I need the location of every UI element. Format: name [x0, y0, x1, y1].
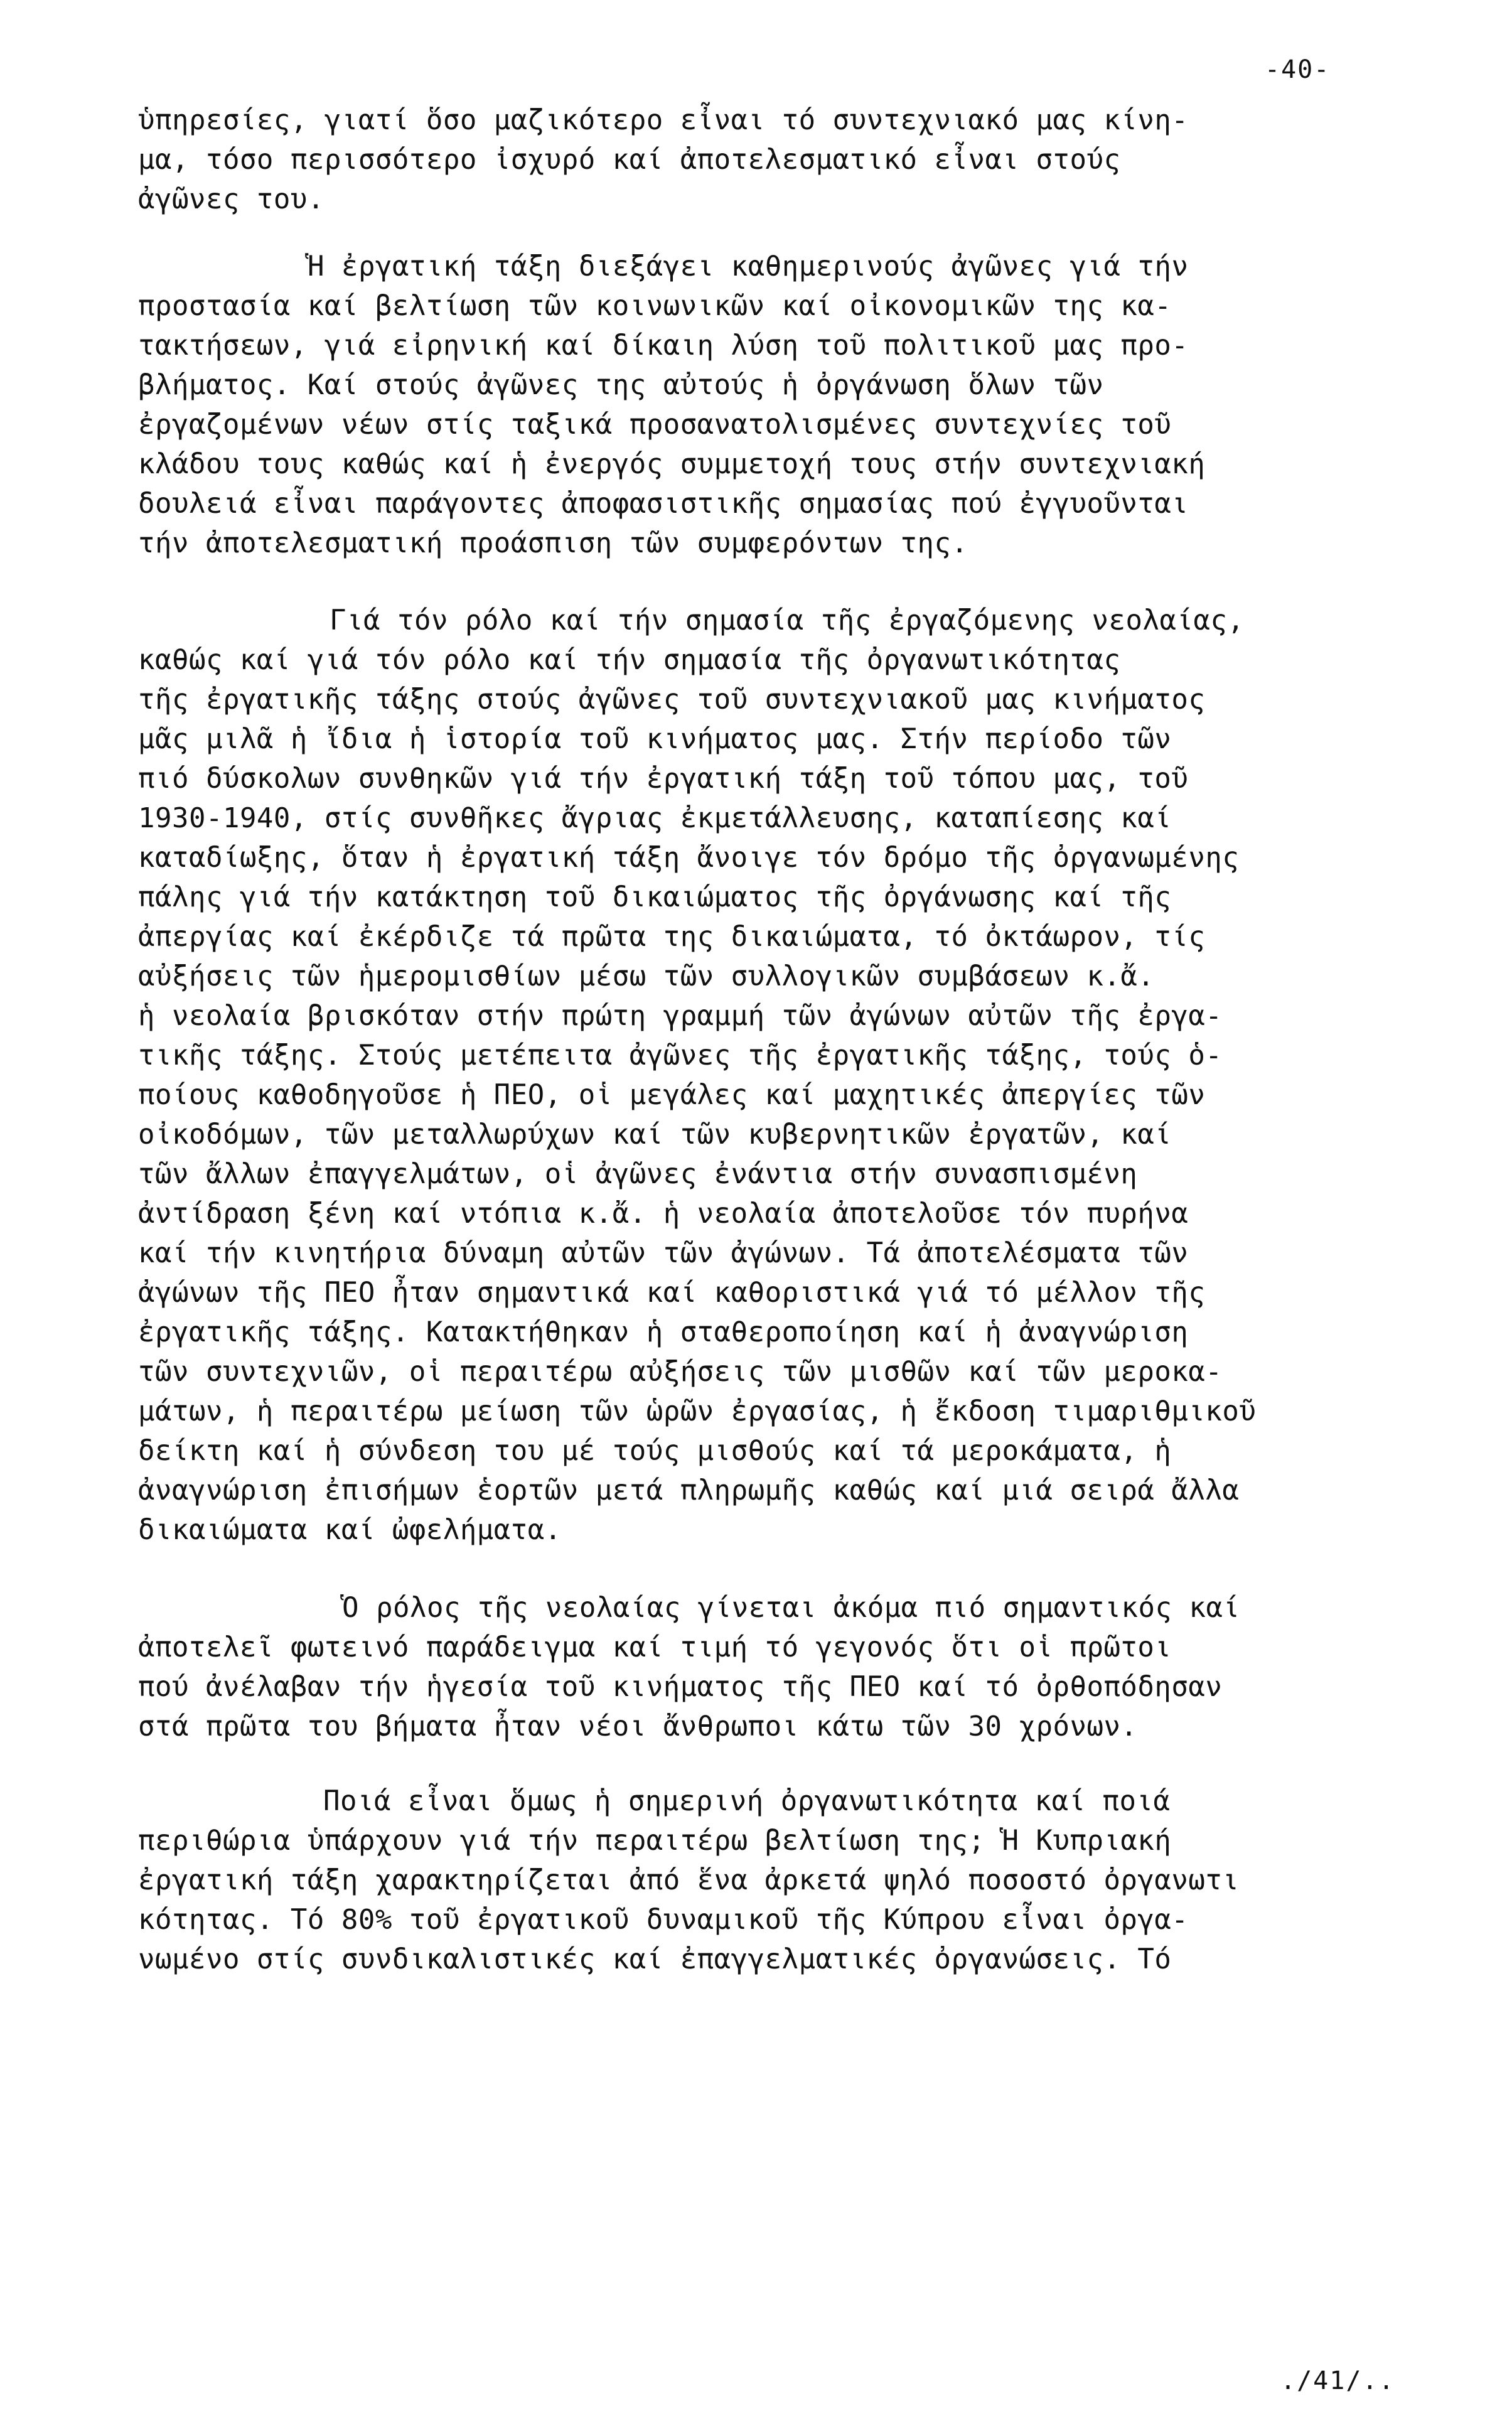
text-line: βλήματος. Καί στούς ἀγῶνες της αὐτούς ἡ ὀργάνωση ὅλων τῶν	[138, 369, 1104, 401]
text-line: τῶν συντεχνιῶν, οἱ περαιτέρω αὐξήσεις τῶν μισθῶν καί τῶν μεροκα-	[138, 1356, 1223, 1388]
text-line: τήν ἀποτελεσματική προάσπιση τῶν συμφερόντων της.	[138, 527, 968, 559]
text-line: ἐργατικῆς τάξης. Κατακτήθηκαν ἡ σταθεροποίηση καί ἡ ἀναγνώριση	[138, 1316, 1189, 1348]
text-line: νωμένο στίς συνδικαλιστικές καί ἐπαγγελματικές ὀργανώσεις. Τό	[138, 1943, 1172, 1975]
text-line: κλάδου τους καθώς καί ἡ ἐνεργός συμμετοχή τους στήν συντεχνιακή	[138, 448, 1206, 480]
text-line: ἀντίδραση ξένη καί ντόπια κ.ἄ. ἡ νεολαία ἀποτελοῦσε τόν πυρήνα	[138, 1198, 1189, 1230]
text-line: ἀναγνώριση ἐπισήμων ἑορτῶν μετά πληρωμῆς καθώς καί μιά σειρά ἄλλα	[138, 1474, 1240, 1506]
text-line: ἀπεργίας καί ἐκέρδιζε τά πρῶτα της δικαιώματα, τό ὀκτάωρον, τίς	[138, 921, 1206, 953]
text-line: Ὁ ρόλος τῆς νεολαίας γίνεται ἀκόμα πιό σημαντικός καί	[342, 1592, 1240, 1624]
text-line: ἡ νεολαία βρισκόταν στήν πρώτη γραμμή τῶν ἀγώνων αὐτῶν τῆς ἐργα-	[138, 1000, 1223, 1032]
text-line: κότητας. Τό 80% τοῦ ἐργατικοῦ δυναμικοῦ τῆς Κύπρου εἶναι ὀργα-	[138, 1904, 1189, 1936]
text-line: τακτήσεων, γιά εἰρηνική καί δίκαιη λύση τοῦ πολιτικοῦ μας προ-	[138, 330, 1189, 362]
text-line: περιθώρια ὑπάρχουν γιά τήν περαιτέρω βελτίωση της; Ἡ Κυπριακή	[138, 1825, 1172, 1857]
text-line: Ποιά εἶναι ὅμως ἡ σημερινή ὀργανωτικότητα καί ποιά	[323, 1785, 1171, 1817]
text-line: ἐργατική τάξη χαρακτηρίζεται ἀπό ἕνα ἀρκετά ψηλό ποσοστό ὀργανωτι	[138, 1864, 1240, 1896]
text-line: τῶν ἄλλων ἐπαγγελμάτων, οἱ ἀγῶνες ἐνάντια στήν συνασπισμένη	[138, 1158, 1138, 1190]
text-line: μα, τόσο περισσότερο ἰσχυρό καί ἀποτελεσματικό εἶναι στούς	[138, 144, 1121, 176]
text-line: πού ἀνέλαβαν τήν ἡγεσία τοῦ κινήματος τῆς ΠΕΟ καί τό ὀρθοπόδησαν	[138, 1671, 1223, 1703]
text-line: οἰκοδόμων, τῶν μεταλλωρύχων καί τῶν κυβερνητικῶν ἐργατῶν, καί	[138, 1119, 1172, 1151]
text-line: Γιά τόν ρόλο καί τήν σημασία τῆς ἐργαζόμενης νεολαίας,	[330, 604, 1245, 636]
text-line: ἀγῶνες του.	[138, 183, 324, 215]
text-line: πάλης γιά τήν κατάκτηση τοῦ δικαιώματος τῆς ὀργάνωσης καί τῆς	[138, 881, 1172, 913]
text-line: δικαιώματα καί ὠφελήματα.	[138, 1514, 562, 1546]
text-line: μάτων, ἡ περαιτέρω μείωση τῶν ὡρῶν ἐργασίας, ἡ ἔκδοση τιμαριθμικοῦ	[138, 1395, 1257, 1427]
page-number: -40-	[1265, 55, 1331, 84]
text-line: αὐξήσεις τῶν ἡμερομισθίων μέσω τῶν συλλογικῶν συμβάσεων κ.ἄ.	[138, 960, 1155, 992]
text-line: Ἡ ἐργατική τάξη διεξάγει καθημερινούς ἀγῶνες γιά τήν	[308, 250, 1189, 282]
text-line: ὑπηρεσίες, γιατί ὅσο μαζικότερο εἶναι τό συντεχνιακό μας κίνη-	[138, 104, 1189, 136]
text-line: τικῆς τάξης. Στούς μετέπειτα ἀγῶνες τῆς ἐργατικῆς τάξης, τούς ὁ-	[138, 1039, 1223, 1071]
text-line: στά πρῶτα του βήματα ἦταν νέοι ἄνθρωποι κάτω τῶν 30 χρόνων.	[138, 1710, 1138, 1742]
text-line: ποίους καθοδηγοῦσε ἡ ΠΕΟ, οἱ μεγάλες καί μαχητικές ἀπεργίες τῶν	[138, 1079, 1206, 1111]
text-line: δείκτη καί ἡ σύνδεση του μέ τούς μισθούς καί τά μεροκάματα, ἡ	[138, 1435, 1172, 1467]
text-line: ἀποτελεῖ φωτεινό παράδειγμα καί τιμή τό γεγονός ὅτι οἱ πρῶτοι	[138, 1631, 1172, 1663]
text-line: προστασία καί βελτίωση τῶν κοινωνικῶν καί οἰκονομικῶν της κα-	[138, 290, 1172, 322]
text-line: ἐργαζομένων νέων στίς ταξικά προσανατολισμένες συντεχνίες τοῦ	[138, 409, 1172, 441]
text-line: ἀγώνων τῆς ΠΕΟ ἦταν σημαντικά καί καθοριστικά γιά τό μέλλον τῆς	[138, 1277, 1206, 1309]
text-line: 1930-1940, στίς συνθῆκες ἄγριας ἐκμετάλλευσης, καταπίεσης καί	[138, 802, 1172, 834]
text-line: δουλειά εἶναι παράγοντες ἀποφασιστικῆς σημασίας πού ἐγγυοῦνται	[138, 488, 1189, 520]
text-line: πιό δύσκολων συνθηκῶν γιά τήν ἐργατική τάξη τοῦ τόπου μας, τοῦ	[138, 763, 1189, 795]
text-line: καταδίωξης, ὅταν ἡ ἐργατική τάξη ἄνοιγε τόν δρόμο τῆς ὀργανωμένης	[138, 842, 1240, 874]
text-line: καθώς καί γιά τόν ρόλο καί τήν σημασία τῆς ὀργανωτικότητας	[138, 644, 1121, 676]
continuation-reference: ./41/..	[1280, 2366, 1395, 2395]
text-line: τῆς ἐργατικῆς τάξης στούς ἀγῶνες τοῦ συντεχνιακοῦ μας κινήματος	[138, 684, 1206, 716]
text-line: καί τήν κινητήρια δύναμη αὐτῶν τῶν ἀγώνων. Τά ἀποτελέσματα τῶν	[138, 1237, 1189, 1269]
text-line: μᾶς μιλᾶ ἡ ἴδια ἡ ἱστορία τοῦ κινήματος μας. Στήν περίοδο τῶν	[138, 723, 1172, 755]
